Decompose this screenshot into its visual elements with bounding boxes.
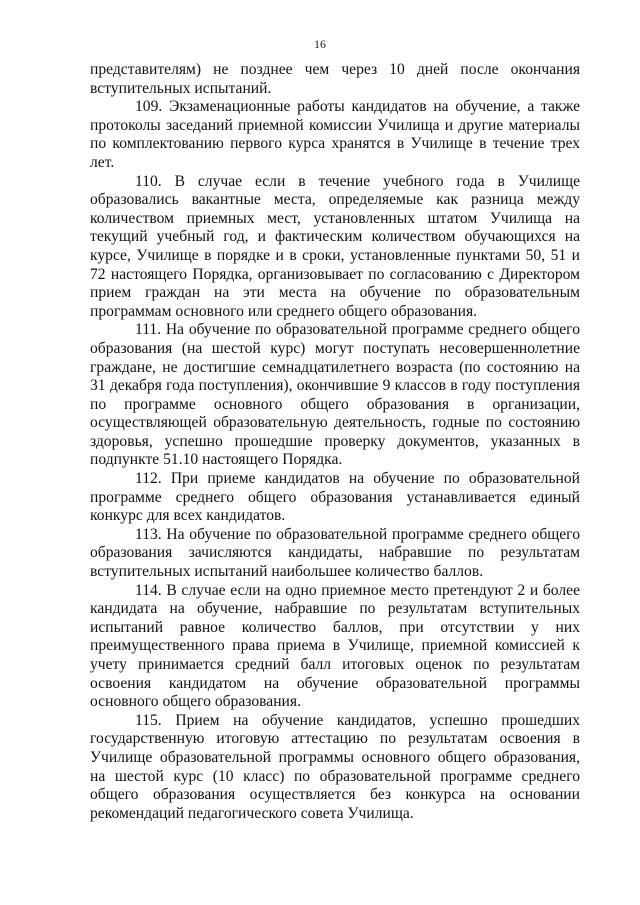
page-number: 16 [314,37,326,51]
paragraph-113: 113. На обучение по образовательной программе среднего общего образования зачисляются кандидаты, набравшие по результатам вступительных испытаний наибольшее количество баллов. [90,525,580,581]
document-body [90,61,580,823]
paragraph-110: 110. В случае если в течение учебного года в Училище образовались вакантные места, определяемые как разница между количеством приемных мест, установленных штатом Училища на текущий учебный год, и фактическим количеством обучающихся на курсе, Училище в порядке и в сроки, установленные пунктами 50, 51 и 72 настоящего Порядка, организовывает по согласованию с Директором прием граждан на эти места на обучение по образовательным программам основного или среднего общего образования. [90,172,580,320]
paragraph-111: 111. На обучение по образовательной программе среднего общего образования (на шестой курс) могут поступать несовершеннолетние граждане, не достигшие семнадцатилетнего возраста (по состоянию на 31 декабря года поступления), окончившие 9 классов в году поступления по программе основного общего образования в организации, осуществляющей образовательную деятельность, годные по состоянию здоровья, успешно прошедшие проверку документов, указанных в подпункте 51.10 настоящего Порядка. [90,321,580,469]
paragraph-112: 112. При приеме кандидатов на обучение по образовательной программе среднего общего образования устанавливается единый конкурс для всех кандидатов. [90,470,580,525]
paragraph-109: 109. Экзаменационные работы кандидатов на обучение, а также протоколы заседаний приемной комиссии Училища и другие материалы по комплектованию первого курса хранятся в Училище в течение трех лет. [90,98,580,171]
paragraph-continuation: представителям) не позднее чем через 10 дней после окончания вступительных испытаний. [90,61,580,97]
paragraph-115: 115. Прием на обучение кандидатов, успешно прошедших государственную итоговую аттестацию по результатам освоения в Училище образовательной программы основного общего образования, на шестой курс (10 класс) по образовательной программе среднего общего образования осуществляется без конкурса на основании рекомендаций педагогического совета Училища. [90,711,580,822]
paragraph-114: 114. В случае если на одно приемное место претендуют 2 и более кандидата на обучение, набравшие по результатам вступительных испытаний равное количество баллов, при отсутствии у них преимущественного права приема в Училище, приемной комиссией к учету принимается средний балл итоговых оценок по результатам освоения кандидатом на обучение образовательной программы основного общего образования. [90,581,580,711]
